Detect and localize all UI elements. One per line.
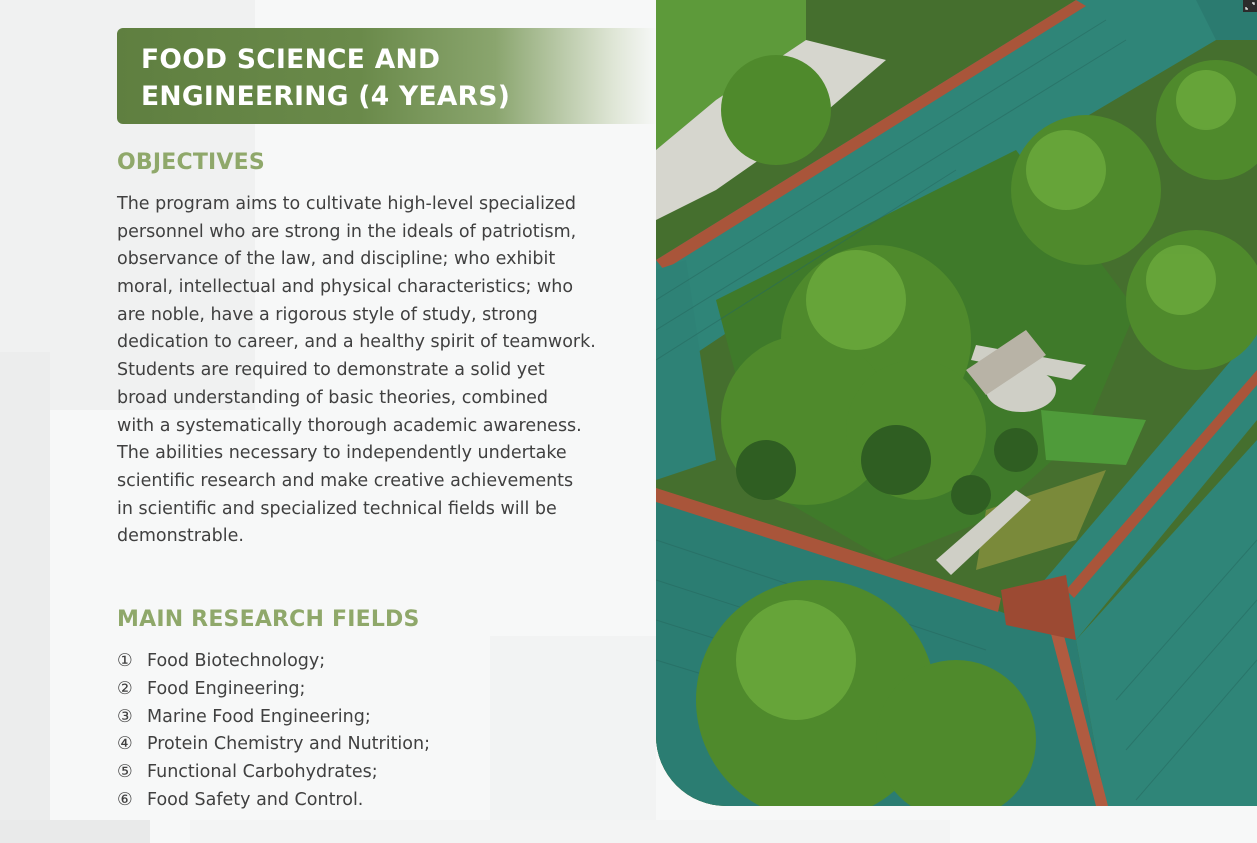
research-field-item bbox=[117, 759, 430, 787]
objectives-line: observance of the law, and discipline; who exhibit bbox=[117, 249, 556, 270]
research-field-item bbox=[117, 704, 430, 732]
objectives-heading: OBJECTIVES bbox=[117, 150, 265, 175]
research-field-number: ⑥ bbox=[117, 789, 133, 810]
background-block bbox=[0, 820, 150, 843]
objectives-line: scientific research and make creative achievements bbox=[117, 470, 574, 491]
objectives-line: Students are required to demonstrate a solid yet bbox=[117, 360, 545, 381]
objectives-line: in scientific and specialized technical fields will be bbox=[117, 498, 557, 519]
research-field-number: ① bbox=[117, 651, 133, 671]
page-title-line-2: ENGINEERING (4 YEARS) bbox=[141, 81, 511, 112]
objectives-line: broad understanding of basic theories, combined bbox=[117, 387, 549, 408]
research-field-label: Food Engineering; bbox=[147, 678, 306, 699]
objectives-line: with a systematically thorough academic awareness. bbox=[117, 415, 582, 436]
objectives-line: personnel who are strong in the ideals of patriotism, bbox=[117, 221, 577, 242]
background-block bbox=[490, 636, 656, 843]
research-fields-list bbox=[117, 648, 430, 815]
research-field-label: Marine Food Engineering; bbox=[147, 706, 371, 727]
research-field-label: Protein Chemistry and Nutrition; bbox=[147, 734, 430, 755]
research-field-label: Food Biotechnology; bbox=[147, 651, 326, 671]
objectives-line: demonstrable. bbox=[117, 526, 244, 547]
objectives-paragraph bbox=[117, 191, 637, 551]
research-field-item bbox=[117, 676, 430, 704]
courtyard-photo bbox=[656, 0, 1257, 806]
research-field-item bbox=[117, 787, 430, 815]
research-field-label: Functional Carbohydrates; bbox=[147, 762, 378, 783]
research-field-item bbox=[117, 731, 430, 759]
research-field-item bbox=[117, 648, 430, 676]
courtyard-photo-icon bbox=[656, 0, 1257, 806]
objectives-line: moral, intellectual and physical characteristics; who bbox=[117, 277, 574, 298]
research-fields-heading: MAIN RESEARCH FIELDS bbox=[117, 607, 420, 632]
background-block bbox=[0, 352, 50, 843]
research-field-number: ② bbox=[117, 678, 133, 699]
research-field-number: ③ bbox=[117, 706, 133, 727]
objectives-line: are noble, have a rigorous style of study, strong bbox=[117, 304, 538, 325]
objectives-line: The abilities necessary to independently undertake bbox=[117, 443, 567, 464]
research-field-number: ⑤ bbox=[117, 762, 133, 783]
research-field-number: ④ bbox=[117, 734, 133, 755]
objectives-line: dedication to career, and a healthy spirit of teamwork. bbox=[117, 332, 596, 353]
objectives-line: The program aims to cultivate high-level specialized bbox=[117, 194, 577, 214]
page-title-line-1: FOOD SCIENCE AND bbox=[141, 44, 441, 75]
title-banner bbox=[117, 28, 657, 124]
expand-icon[interactable] bbox=[1243, 0, 1257, 12]
research-field-label: Food Safety and Control. bbox=[147, 789, 364, 810]
background-block bbox=[190, 820, 950, 843]
